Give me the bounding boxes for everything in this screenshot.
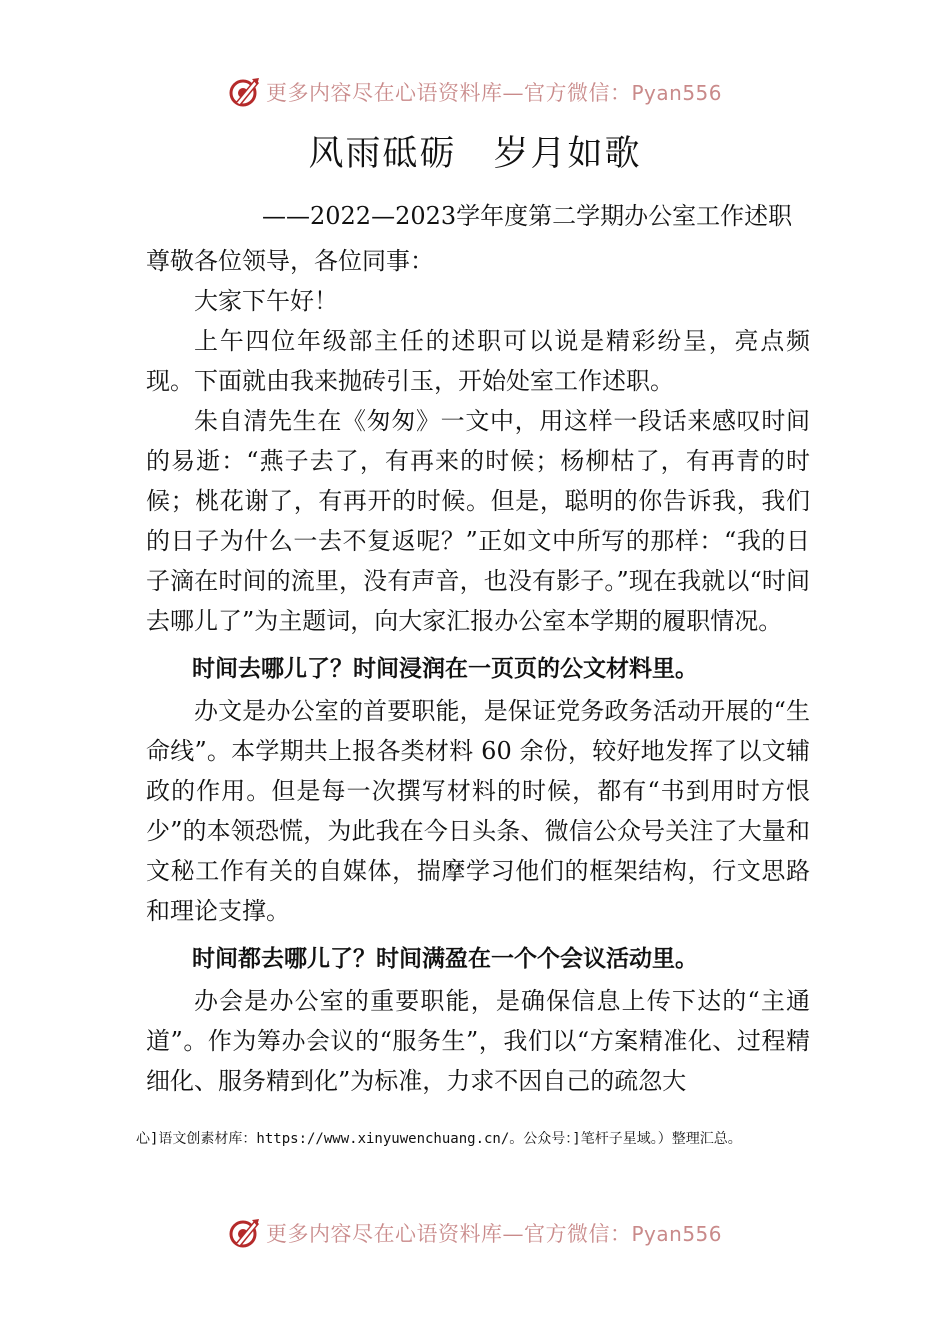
quill-circle-logo-icon bbox=[228, 75, 262, 109]
document-subtitle: ——2022—2023学年度第二学期办公室工作述职 bbox=[262, 202, 793, 230]
wechat-id: Pyan556 bbox=[631, 1222, 722, 1246]
paragraph: 办文是办公室的首要职能，是保证党务政务活动开展的“生命线”。本学期共上报各类材料 60 余份，较好地发挥了以文辅政的作用。但是每一次撰写材料的时候，都有“书到用时方恨少”的本领恐慌，为此我在今日头条、微信公众号关注了大量和文秘工作有关的自媒体，揣摩学习他们的框架结构，行文思路和理论支撑。 bbox=[146, 697, 810, 925]
greeting: 尊敬各位领导，各位同事： bbox=[146, 247, 434, 275]
document-title: 风雨砥砺 岁月如歌 bbox=[308, 134, 642, 174]
document-body bbox=[146, 241, 810, 1101]
footnote: 心]语文创素材库：https://www.xinyuwenchuang.cn/。公众号：]笔杆子星域。）整理汇总。 bbox=[136, 1131, 742, 1147]
section-heading: 时间去哪儿了？时间浸润在一页页的公文材料里。 bbox=[192, 656, 698, 682]
section-heading: 时间都去哪儿了？时间满盈在一个个会议活动里。 bbox=[192, 946, 698, 972]
header-banner bbox=[0, 72, 950, 112]
banner-text: 更多内容尽在心语资料库—官方微信：Pyan556 bbox=[265, 81, 722, 105]
banner-text: 更多内容尽在心语资料库—官方微信：Pyan556 bbox=[265, 1222, 722, 1246]
paragraph: 朱自清先生在《匆匆》一文中，用这样一段话来感叹时间的易逝：“燕子去了，有再来的时候；杨柳枯了，有再青的时候；桃花谢了，有再开的时候。但是，聪明的你告诉我，我们的日子为什么一去不复返呢？”正如文中所写的那样：“我的日子滴在时间的流里，没有声音，也没有影子。”现在我就以“时间去哪儿了”为主题词，向大家汇报办公室本学期的履职情况。 bbox=[146, 407, 810, 635]
paragraph: 办会是办公室的重要职能，是确保信息上传下达的“主通道”。作为筹办会议的“服务生”，我们以“方案精准化、过程精细化、服务精到化”为标准，力求不因自己的疏忽大 bbox=[146, 987, 810, 1095]
quill-circle-logo-icon bbox=[228, 1216, 262, 1250]
paragraph: 大家下午好！ bbox=[194, 287, 338, 315]
footer-banner bbox=[0, 1213, 950, 1253]
paragraph: 上午四位年级部主任的述职可以说是精彩纷呈，亮点频现。下面就由我来抛砖引玉，开始处室工作述职。 bbox=[146, 327, 810, 395]
wechat-id: Pyan556 bbox=[631, 81, 722, 105]
